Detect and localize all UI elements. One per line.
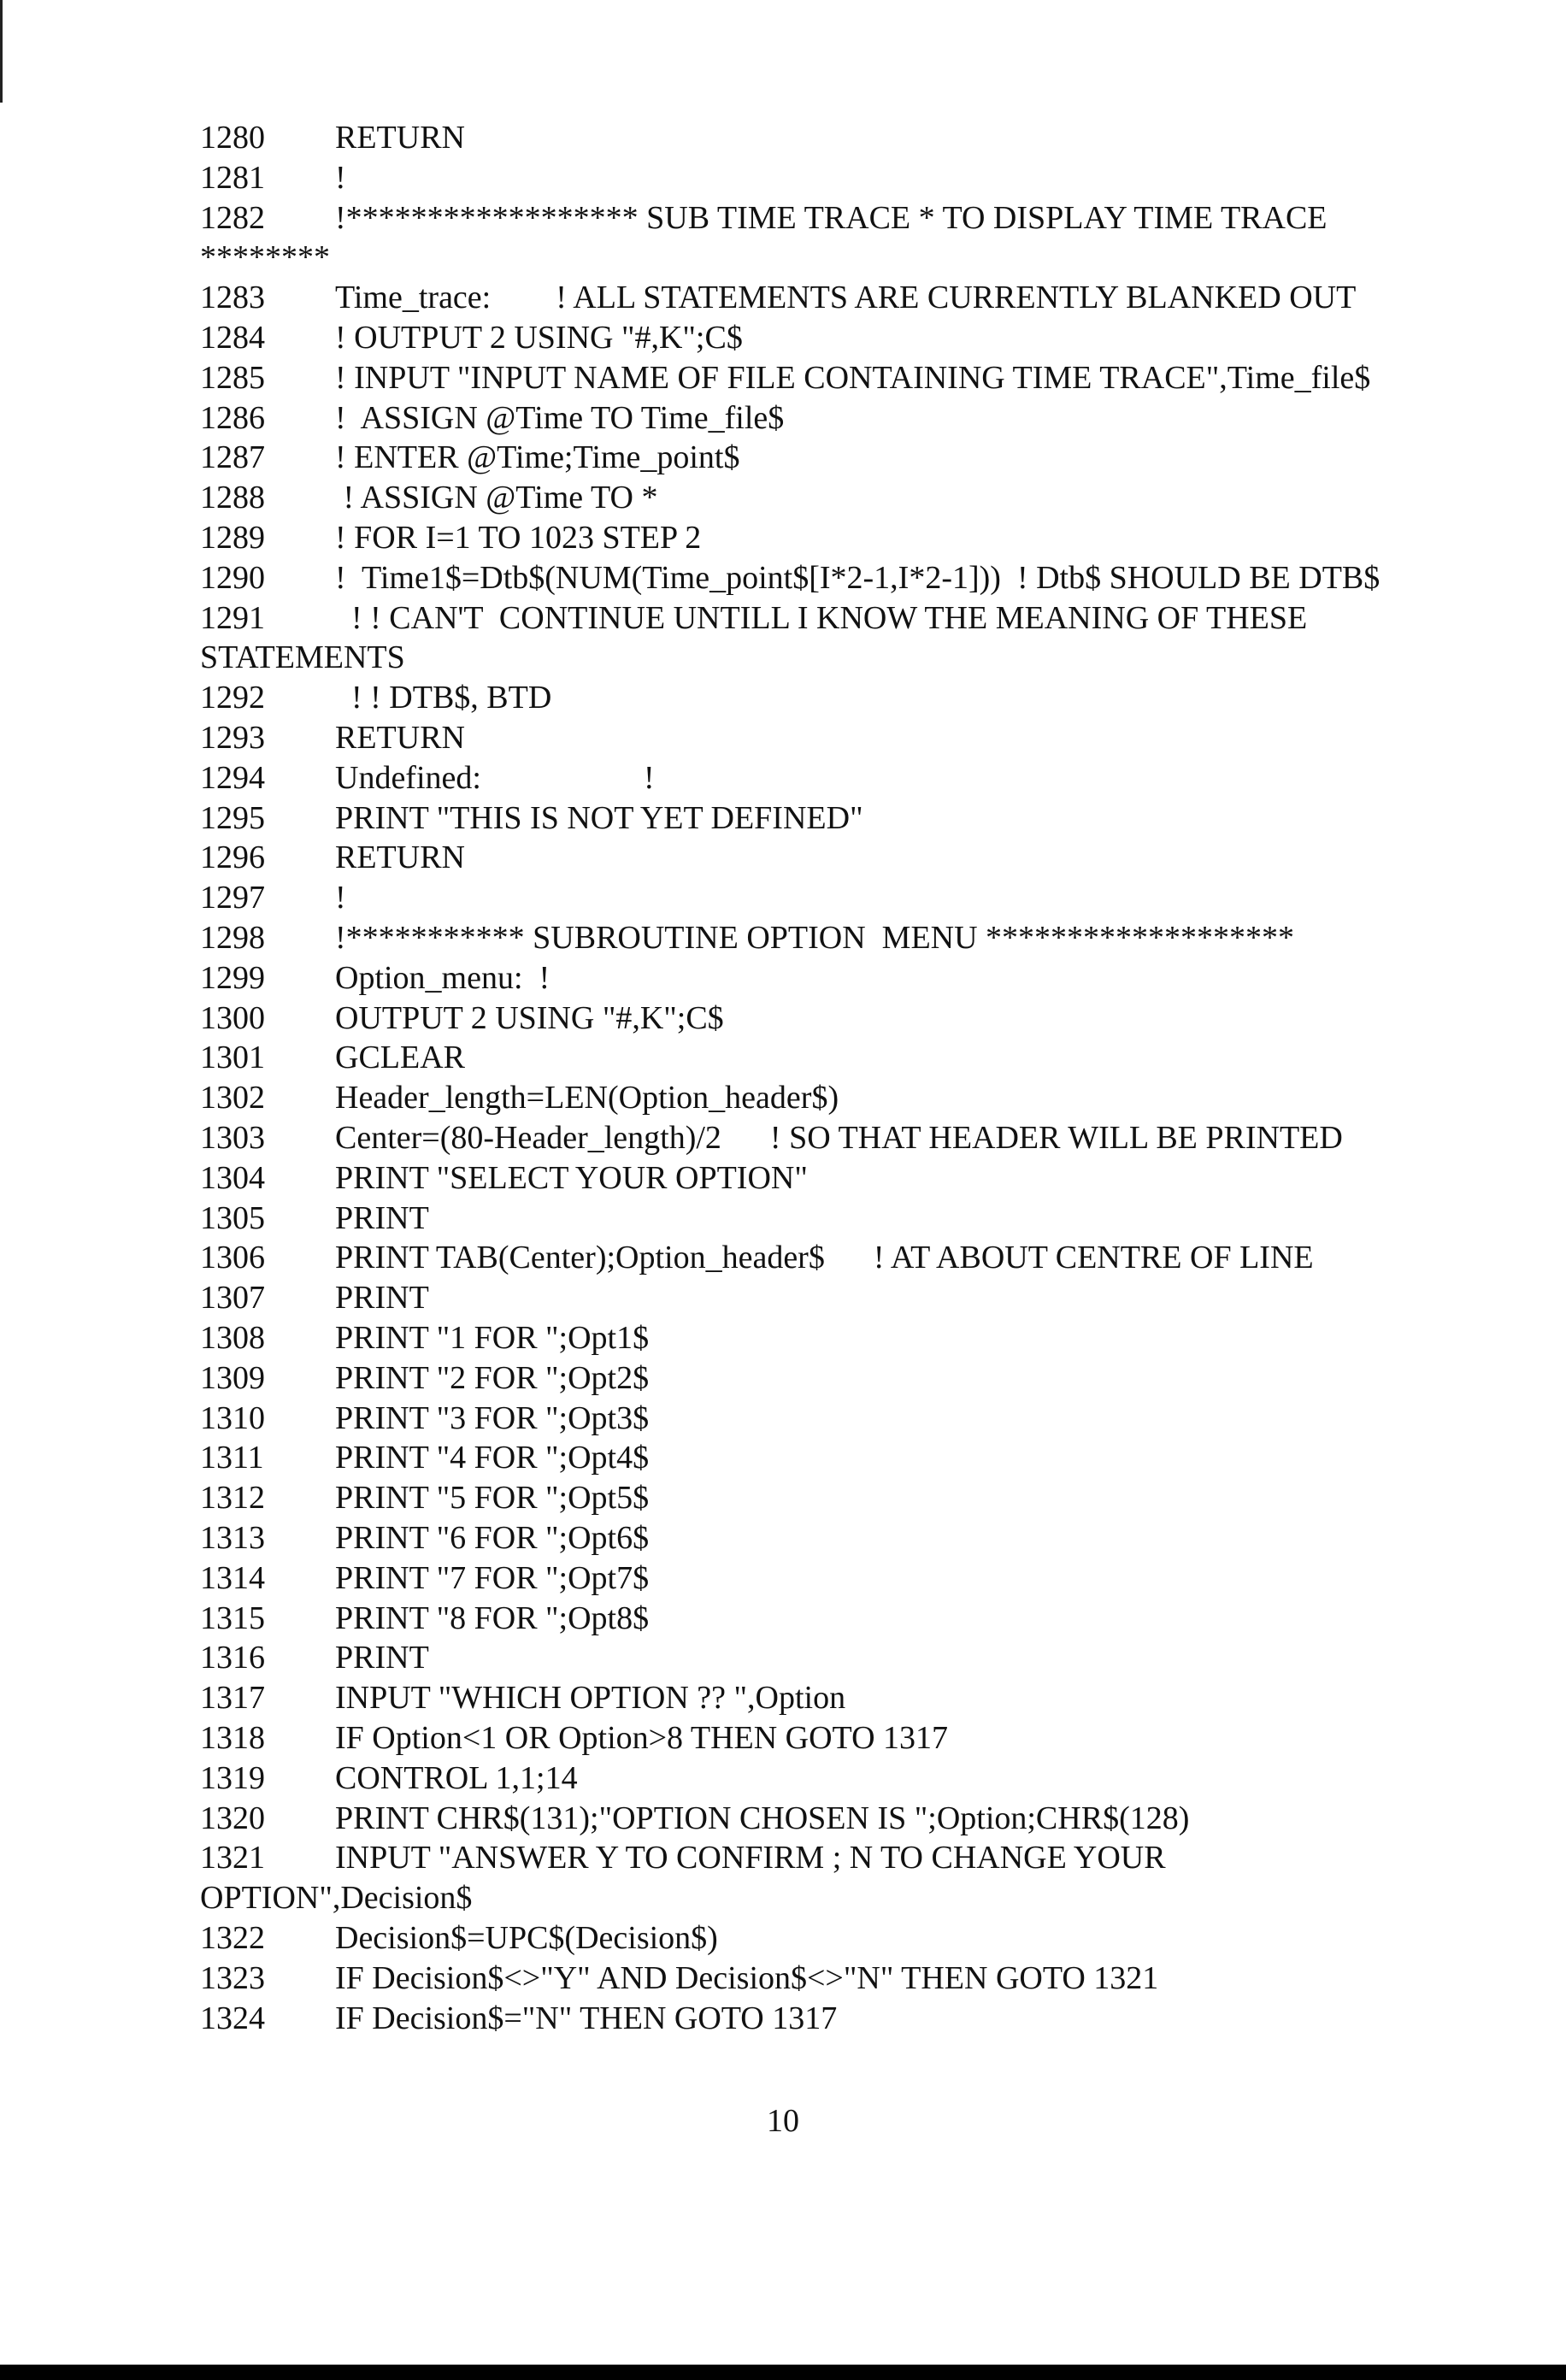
line-number: 1291 — [200, 600, 265, 636]
code-text: RETURN — [335, 839, 465, 875]
line-number: 1306 — [200, 1240, 265, 1275]
line-number: 1304 — [200, 1160, 265, 1196]
code-line — [200, 158, 346, 197]
code-text: IF Option<1 OR Option>8 THEN GOTO 1317 — [335, 1720, 949, 1756]
code-text: PRINT "SELECT YOUR OPTION" — [335, 1160, 808, 1196]
line-number: 1315 — [200, 1600, 265, 1636]
code-text: IF Decision$<>"Y" AND Decision$<>"N" THEN GOTO 1321 — [335, 1960, 1159, 1996]
line-number: 1288 — [200, 480, 265, 515]
code-text: PRINT "4 FOR ";Opt4$ — [335, 1440, 650, 1476]
line-number: 1298 — [200, 920, 265, 956]
code-line — [200, 1318, 649, 1358]
code-line — [200, 1478, 649, 1517]
code-line — [200, 1278, 429, 1317]
line-number: 1286 — [200, 400, 265, 436]
line-number: 1285 — [200, 360, 265, 396]
line-number: 1287 — [200, 439, 265, 475]
code-text: PRINT "6 FOR ";Opt6$ — [335, 1520, 650, 1556]
line-number: 1309 — [200, 1360, 265, 1396]
code-line — [200, 198, 1328, 238]
code-line — [200, 438, 739, 477]
line-number: 1319 — [200, 1760, 265, 1796]
line-number: 1282 — [200, 200, 265, 236]
code-line — [200, 478, 657, 517]
code-line — [200, 598, 1307, 638]
code-text: PRINT "THIS IS NOT YET DEFINED" — [335, 800, 863, 836]
code-line — [200, 238, 330, 277]
code-line — [200, 918, 1294, 957]
code-line — [200, 758, 655, 798]
code-text: ! ENTER @Time;Time_point$ — [335, 439, 740, 475]
code-line — [200, 1199, 429, 1238]
code-text: Undefined: ! — [335, 760, 655, 796]
code-text: STATEMENTS — [200, 639, 405, 675]
code-text: RETURN — [335, 720, 465, 756]
code-text: CONTROL 1,1;14 — [335, 1760, 578, 1796]
code-line — [200, 1399, 649, 1438]
line-number: 1314 — [200, 1560, 265, 1596]
code-text: ! ! DTB$, BTD — [335, 680, 552, 716]
code-text: Option_menu: ! — [335, 960, 550, 996]
line-number: 1317 — [200, 1680, 265, 1716]
code-text: OPTION",Decision$ — [200, 1880, 473, 1916]
code-line — [200, 678, 551, 717]
code-text: ! — [335, 160, 346, 196]
code-text: ! OUTPUT 2 USING "#,K";C$ — [335, 320, 743, 356]
line-number: 1296 — [200, 839, 265, 875]
code-line — [200, 1358, 649, 1398]
code-text: Decision$=UPC$(Decision$) — [335, 1920, 718, 1956]
code-line — [200, 1518, 649, 1558]
code-line — [200, 1558, 649, 1598]
line-number: 1324 — [200, 2000, 265, 2036]
code-line — [200, 278, 1356, 317]
code-text: ! — [335, 880, 346, 916]
code-text: ******** — [200, 239, 330, 275]
line-number: 1292 — [200, 680, 265, 716]
code-text: PRINT CHR$(131);"OPTION CHOSEN IS ";Option;CHR$(128) — [335, 1800, 1190, 1836]
line-number: 1323 — [200, 1960, 265, 1996]
code-line — [200, 1599, 649, 1638]
bottom-border — [0, 2365, 1566, 2380]
line-number: 1320 — [200, 1800, 265, 1836]
code-line — [200, 1038, 465, 1077]
code-line — [200, 958, 550, 998]
code-text: PRINT "7 FOR ";Opt7$ — [335, 1560, 650, 1596]
line-number: 1311 — [200, 1440, 264, 1476]
code-text: Time_trace: ! ALL STATEMENTS ARE CURRENTLY BLANKED OUT — [335, 280, 1357, 315]
code-line — [200, 1799, 1189, 1838]
line-number: 1302 — [200, 1080, 265, 1116]
line-number: 1318 — [200, 1720, 265, 1756]
code-line — [200, 718, 465, 757]
line-number: 1305 — [200, 1200, 265, 1236]
line-number: 1283 — [200, 280, 265, 315]
code-line — [200, 638, 405, 677]
line-number: 1294 — [200, 760, 265, 796]
code-line — [200, 1918, 718, 1958]
code-text: PRINT "3 FOR ";Opt3$ — [335, 1400, 650, 1436]
code-text: ! INPUT "INPUT NAME OF FILE CONTAINING TIME TRACE",Time_file$ — [335, 360, 1371, 396]
code-line — [200, 1638, 429, 1677]
code-line — [200, 398, 784, 438]
code-line — [200, 1158, 808, 1198]
line-number: 1303 — [200, 1120, 265, 1156]
code-text: GCLEAR — [335, 1040, 465, 1075]
code-line — [200, 1838, 1166, 1877]
code-text: OUTPUT 2 USING "#,K";C$ — [335, 1000, 724, 1036]
code-line — [200, 1758, 578, 1798]
code-text: PRINT — [335, 1200, 429, 1236]
code-line — [200, 358, 1370, 398]
code-line — [200, 1118, 1343, 1158]
line-number: 1316 — [200, 1640, 265, 1676]
line-number: 1313 — [200, 1520, 265, 1556]
code-line — [200, 1718, 948, 1758]
code-line — [200, 1959, 1158, 1998]
code-text: INPUT "ANSWER Y TO CONFIRM ; N TO CHANGE YOUR — [335, 1840, 1166, 1876]
line-number: 1321 — [200, 1840, 265, 1876]
code-line — [200, 999, 724, 1038]
line-number: 1307 — [200, 1280, 265, 1316]
page-number: 10 — [767, 2103, 799, 2139]
code-text: ! FOR I=1 TO 1023 STEP 2 — [335, 520, 702, 556]
code-line — [200, 118, 465, 157]
code-text: !****************** SUB TIME TRACE * TO DISPLAY TIME TRACE — [335, 200, 1328, 236]
line-number: 1295 — [200, 800, 265, 836]
code-text: ! ASSIGN @Time TO * — [335, 480, 658, 515]
line-number: 1308 — [200, 1320, 265, 1356]
code-line — [200, 878, 346, 917]
code-text: INPUT "WHICH OPTION ?? ",Option — [335, 1680, 846, 1716]
code-text: PRINT "1 FOR ";Opt1$ — [335, 1320, 650, 1356]
code-text: PRINT — [335, 1640, 429, 1676]
line-number: 1312 — [200, 1480, 265, 1516]
code-text: PRINT "2 FOR ";Opt2$ — [335, 1360, 650, 1396]
code-line — [200, 558, 1380, 598]
code-line — [200, 798, 863, 838]
code-line — [200, 1878, 472, 1918]
code-text: ! ! CAN'T CONTINUE UNTILL I KNOW THE MEANING OF THESE — [335, 600, 1308, 636]
code-text: Header_length=LEN(Option_header$) — [335, 1080, 839, 1116]
code-text: IF Decision$="N" THEN GOTO 1317 — [335, 2000, 838, 2036]
code-line — [200, 1678, 845, 1717]
code-text: PRINT "5 FOR ";Opt5$ — [335, 1480, 650, 1516]
line-number: 1310 — [200, 1400, 265, 1436]
code-line — [200, 1238, 1314, 1277]
code-line — [200, 1438, 649, 1477]
code-line — [200, 518, 701, 557]
code-text: ! ASSIGN @Time TO Time_file$ — [335, 400, 785, 436]
line-number: 1284 — [200, 320, 265, 356]
line-number: 1300 — [200, 1000, 265, 1036]
line-number: 1290 — [200, 560, 265, 596]
line-number: 1289 — [200, 520, 265, 556]
code-text: ! Time1$=Dtb$(NUM(Time_point$[I*2-1,I*2-1])) ! Dtb$ SHOULD BE DTB$ — [335, 560, 1381, 596]
code-line — [200, 838, 465, 877]
line-number: 1280 — [200, 120, 265, 156]
code-line — [200, 1999, 837, 2038]
code-text: !*********** SUBROUTINE OPTION MENU ******************* — [335, 920, 1295, 956]
line-number: 1293 — [200, 720, 265, 756]
line-number: 1301 — [200, 1040, 265, 1075]
code-text: PRINT — [335, 1280, 429, 1316]
code-text: PRINT "8 FOR ";Opt8$ — [335, 1600, 650, 1636]
line-number: 1297 — [200, 880, 265, 916]
line-number: 1281 — [200, 160, 265, 196]
code-text: RETURN — [335, 120, 465, 156]
code-text: Center=(80-Header_length)/2 ! SO THAT HEADER WILL BE PRINTED — [335, 1120, 1343, 1156]
code-text: PRINT TAB(Center);Option_header$ ! AT ABOUT CENTRE OF LINE — [335, 1240, 1314, 1275]
code-line — [200, 1078, 839, 1117]
line-number: 1299 — [200, 960, 265, 996]
code-line — [200, 318, 743, 357]
line-number: 1322 — [200, 1920, 265, 1956]
